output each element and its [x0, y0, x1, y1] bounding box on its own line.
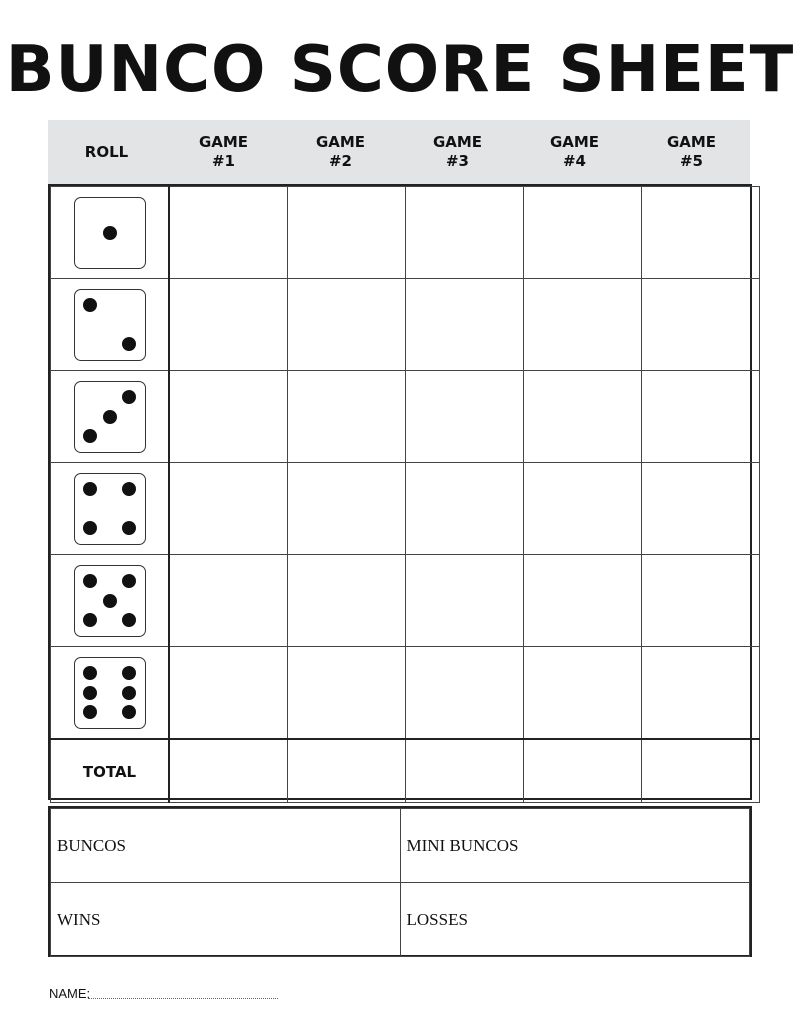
- total-label: TOTAL: [82, 762, 137, 781]
- die-pip: [122, 337, 136, 351]
- die-pip: [83, 686, 97, 700]
- wins-field[interactable]: [51, 883, 401, 957]
- roll-cell: [51, 555, 170, 647]
- score-cell-game-1[interactable]: [169, 371, 288, 463]
- die-pip: [122, 705, 136, 719]
- die-pip: [83, 705, 97, 719]
- score-cell-game-3[interactable]: [406, 463, 524, 555]
- total-row: [51, 739, 760, 803]
- score-cell-game-1[interactable]: [169, 187, 288, 279]
- score-cell-game-2[interactable]: [288, 371, 406, 463]
- total-cell-game-4[interactable]: [524, 739, 642, 803]
- score-cell-game-5[interactable]: [642, 187, 760, 279]
- header-game-4: GAME #4: [549, 133, 600, 170]
- table-row: [51, 371, 760, 463]
- die-pip: [83, 666, 97, 680]
- die-pip: [103, 410, 117, 424]
- mini-buncos-field[interactable]: [400, 809, 750, 883]
- die-one-icon: [74, 197, 146, 269]
- die-pip: [83, 521, 97, 535]
- score-cell-game-5[interactable]: [642, 463, 760, 555]
- score-cell-game-4[interactable]: [524, 555, 642, 647]
- losses-field[interactable]: [400, 883, 750, 957]
- score-cell-game-5[interactable]: [642, 555, 760, 647]
- die-pip: [83, 429, 97, 443]
- page-title: BUNCO SCORE SHEET: [5, 33, 795, 107]
- roll-cell: [51, 647, 170, 740]
- score-cell-game-5[interactable]: [642, 647, 760, 740]
- die-pip: [103, 594, 117, 608]
- header-game-1: GAME #1: [198, 133, 249, 170]
- die-pip: [122, 666, 136, 680]
- die-pip: [122, 613, 136, 627]
- score-cell-game-5[interactable]: [642, 279, 760, 371]
- total-cell-game-2[interactable]: [288, 739, 406, 803]
- roll-cell: [51, 371, 170, 463]
- score-cell-game-3[interactable]: [406, 187, 524, 279]
- score-cell-game-4[interactable]: [524, 647, 642, 740]
- table-row: [51, 463, 760, 555]
- score-cell-game-4[interactable]: [524, 187, 642, 279]
- die-pip: [103, 226, 117, 240]
- die-pip: [122, 574, 136, 588]
- table-row: [51, 647, 760, 740]
- die-two-icon: [74, 289, 146, 361]
- score-cell-game-2[interactable]: [288, 463, 406, 555]
- die-pip: [83, 574, 97, 588]
- score-cell-game-3[interactable]: [406, 647, 524, 740]
- roll-cell: [51, 279, 170, 371]
- table-row: [51, 187, 760, 279]
- roll-cell: [51, 187, 170, 279]
- die-pip: [122, 521, 136, 535]
- name-label: NAME:: [49, 986, 91, 1001]
- name-input-line[interactable]: [88, 998, 278, 999]
- total-cell-game-5[interactable]: [642, 739, 760, 803]
- die-six-icon: [74, 657, 146, 729]
- die-five-icon: [74, 565, 146, 637]
- die-pip: [83, 298, 97, 312]
- score-cell-game-1[interactable]: [169, 555, 288, 647]
- score-cell-game-5[interactable]: [642, 371, 760, 463]
- header-game-3: GAME #3: [432, 133, 483, 170]
- die-four-icon: [74, 473, 146, 545]
- die-pip: [83, 482, 97, 496]
- die-pip: [122, 390, 136, 404]
- table-row: [51, 555, 760, 647]
- score-cell-game-3[interactable]: [406, 371, 524, 463]
- score-cell-game-1[interactable]: [169, 279, 288, 371]
- mini-buncos-label: MINI BUNCOS: [406, 835, 519, 855]
- total-cell-game-1[interactable]: [169, 739, 288, 803]
- score-cell-game-4[interactable]: [524, 371, 642, 463]
- roll-cell: [51, 463, 170, 555]
- buncos-field[interactable]: [51, 809, 401, 883]
- score-cell-game-2[interactable]: [288, 187, 406, 279]
- header-game-5: GAME #5: [666, 133, 717, 170]
- score-cell-game-2[interactable]: [288, 647, 406, 740]
- die-pip: [83, 613, 97, 627]
- score-cell-game-3[interactable]: [406, 279, 524, 371]
- die-pip: [122, 686, 136, 700]
- summary-box: [48, 806, 752, 957]
- score-cell-game-4[interactable]: [524, 279, 642, 371]
- score-cell-game-2[interactable]: [288, 555, 406, 647]
- die-pip: [122, 482, 136, 496]
- score-grid: [48, 184, 752, 800]
- total-label-cell: [51, 739, 170, 803]
- wins-label: WINS: [57, 909, 101, 929]
- score-cell-game-1[interactable]: [169, 463, 288, 555]
- score-cell-game-1[interactable]: [169, 647, 288, 740]
- header-roll: ROLL: [84, 142, 129, 161]
- score-cell-game-4[interactable]: [524, 463, 642, 555]
- losses-label: LOSSES: [406, 909, 468, 929]
- score-cell-game-3[interactable]: [406, 555, 524, 647]
- buncos-label: BUNCOS: [57, 835, 126, 855]
- die-three-icon: [74, 381, 146, 453]
- table-row: [51, 279, 760, 371]
- score-cell-game-2[interactable]: [288, 279, 406, 371]
- total-cell-game-3[interactable]: [406, 739, 524, 803]
- header-game-2: GAME #2: [315, 133, 366, 170]
